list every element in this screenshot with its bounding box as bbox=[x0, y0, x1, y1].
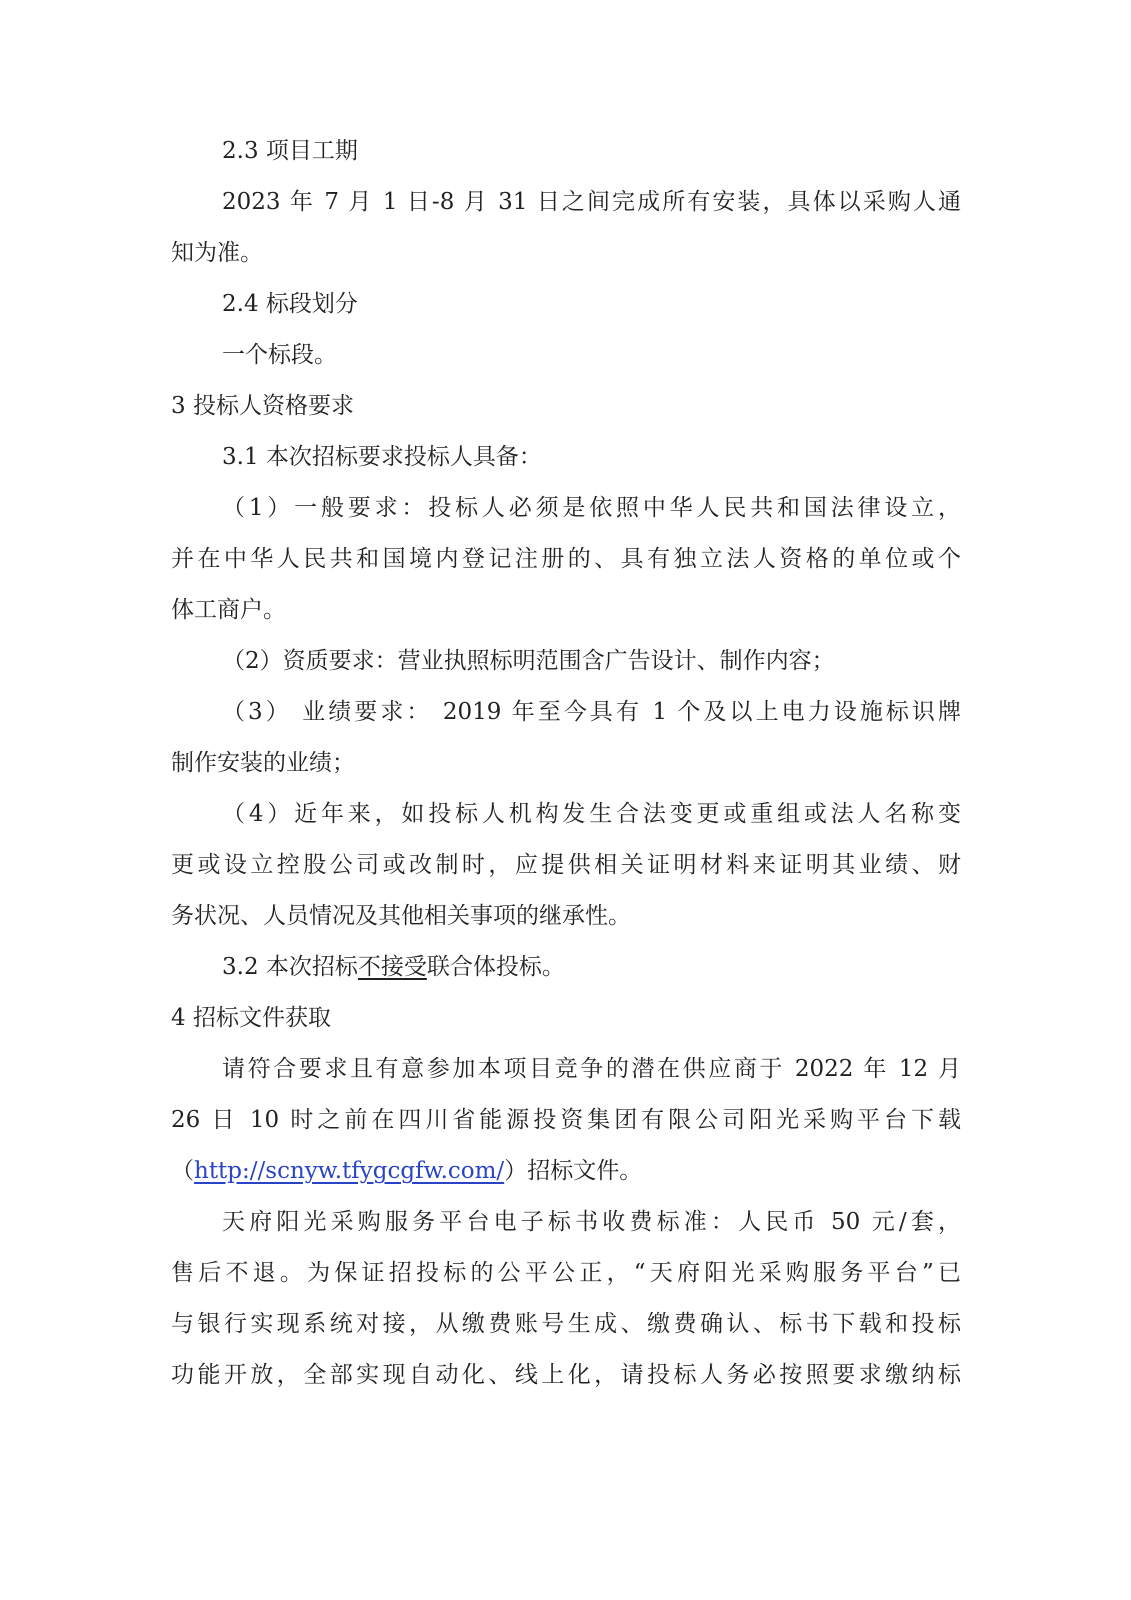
section-3-2-emphasis: 不接受 bbox=[357, 954, 427, 980]
requirement-4-line: 务状况、人员情况及其他相关事项的继承性。 bbox=[171, 903, 631, 929]
paragraph-line: 售后不退。为保证招投标的公平公正，“天府阳光采购服务平台”已 bbox=[171, 1260, 961, 1286]
section-4-heading: 4 招标文件获取 bbox=[171, 1005, 331, 1031]
paragraph-line: 与银行实现系统对接，从缴费账号生成、缴费确认、标书下载和投标 bbox=[171, 1311, 961, 1337]
requirement-1-line: （1）一般要求：投标人必须是依照中华人民共和国法律设立， bbox=[222, 495, 961, 521]
requirement-1-line: 体工商户。 bbox=[171, 597, 286, 623]
requirement-3-line: 制作安装的业绩； bbox=[171, 750, 355, 776]
paragraph-line: 一个标段。 bbox=[222, 342, 337, 368]
requirement-4-line: 更或设立控股公司或改制时，应提供相关证明材料来证明其业绩、财 bbox=[171, 852, 961, 878]
section-3-2-line bbox=[171, 950, 961, 984]
requirement-1-line: 并在中华人民共和国境内登记注册的、具有独立法人资格的单位或个 bbox=[171, 546, 961, 572]
section-3-2-prefix: 3.2 本次招标 bbox=[222, 954, 358, 980]
section-3-heading: 3 投标人资格要求 bbox=[171, 393, 354, 419]
paragraph-line: 26 日 10 时之前在四川省能源投资集团有限公司阳光采购平台下载 bbox=[171, 1107, 961, 1133]
bracket-close-text: ）招标文件。 bbox=[504, 1158, 643, 1184]
paragraph-line bbox=[171, 1154, 961, 1188]
section-2-4-heading: 2.4 标段划分 bbox=[222, 291, 358, 317]
platform-url-link[interactable]: http://scnyw.tfygcgfw.com/ bbox=[194, 1158, 505, 1184]
requirement-4-line: （4）近年来，如投标人机构发生合法变更或重组或法人名称变 bbox=[222, 801, 961, 827]
paragraph-line: 功能开放，全部实现自动化、线上化，请投标人务必按照要求缴纳标 bbox=[171, 1362, 961, 1388]
paragraph-line: 2023 年 7 月 1 日-8 月 31 日之间完成所有安装，具体以采购人通 bbox=[222, 189, 961, 215]
requirement-3-line: （3） 业绩要求： 2019 年至今具有 1 个及以上电力设施标识牌 bbox=[222, 699, 961, 725]
section-2-3-heading: 2.3 项目工期 bbox=[222, 138, 358, 164]
paragraph-line: 请符合要求且有意参加本项目竞争的潜在供应商于 2022 年 12 月 bbox=[222, 1056, 961, 1082]
requirement-2-line: （2）资质要求：营业执照标明范围含广告设计、制作内容； bbox=[222, 648, 835, 674]
paragraph-line: 天府阳光采购服务平台电子标书收费标准：人民币 50 元/套， bbox=[222, 1209, 961, 1235]
section-3-1-heading: 3.1 本次招标要求投标人具备： bbox=[222, 444, 542, 470]
paragraph-line: 知为准。 bbox=[171, 240, 263, 266]
section-3-2-suffix: 联合体投标。 bbox=[426, 954, 565, 980]
bracket-open: （ bbox=[171, 1158, 194, 1184]
